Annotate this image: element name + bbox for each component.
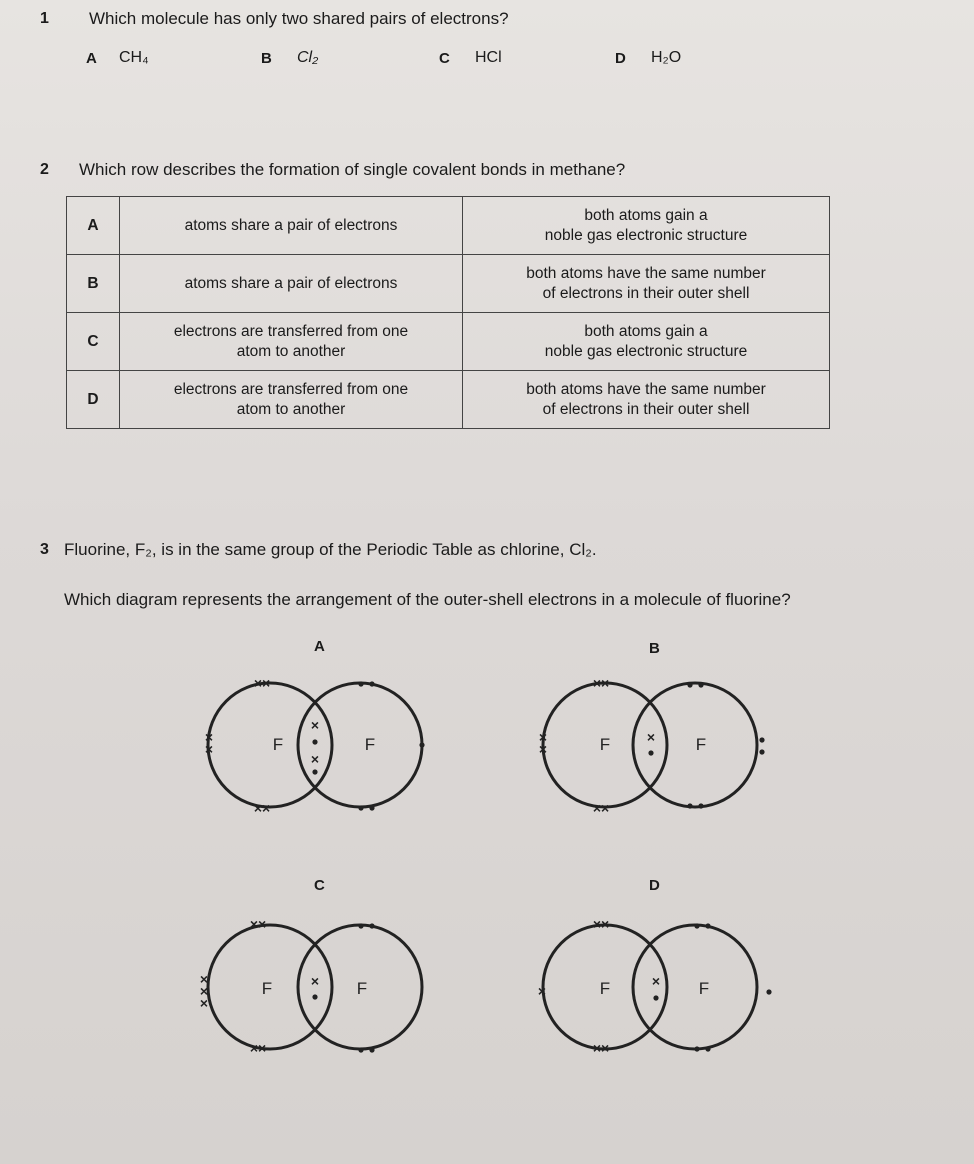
cross-left-bottom: × xyxy=(204,741,214,757)
row-col2-line1: both atoms have the same number xyxy=(526,264,766,282)
cross-pair-top: ×× xyxy=(592,675,610,691)
cross-pair-bottom: ×× xyxy=(592,1040,610,1056)
row-col2 xyxy=(463,197,830,255)
table-row xyxy=(67,255,830,313)
dot xyxy=(358,923,363,928)
dot xyxy=(419,742,424,747)
q1-option-d-letter: D xyxy=(615,50,626,67)
cross-pair-bottom: ×× xyxy=(253,800,271,816)
row-col1-line2: atom to another xyxy=(236,342,346,360)
q1-number: 1 xyxy=(40,10,49,27)
cross-shared-1: × xyxy=(310,717,320,733)
cross-pair-bottom: ×× xyxy=(249,1040,267,1056)
dot xyxy=(766,989,771,994)
q3-number: 3 xyxy=(40,541,49,558)
q1-option-c-letter: C xyxy=(439,50,450,67)
cross-shared: × xyxy=(646,729,656,745)
diagram-c-label: C xyxy=(314,877,325,894)
diagram-b[interactable] xyxy=(525,670,795,820)
row-col2-line1: both atoms gain a xyxy=(584,206,708,224)
row-col2 xyxy=(463,255,830,313)
dot xyxy=(687,682,692,687)
q1-option-d-value: H₂O xyxy=(651,49,682,66)
dot xyxy=(698,803,703,808)
atom-right-symbol: F xyxy=(364,735,376,754)
atom-left-symbol: F xyxy=(272,735,284,754)
row-col2-line2: noble gas electronic structure xyxy=(544,226,748,244)
dot-shared xyxy=(648,750,653,755)
q1-option-b-letter: B xyxy=(261,50,272,67)
q1-option-a-value: CH₄ xyxy=(119,49,149,66)
cross-pair-top: ×× xyxy=(249,916,267,932)
diagram-a[interactable] xyxy=(190,670,460,820)
left-shell xyxy=(208,683,332,807)
row-col2-line2: noble gas electronic structure xyxy=(544,342,748,360)
row-col2-line2: of electrons in their outer shell xyxy=(542,284,750,302)
row-letter: D xyxy=(67,371,120,429)
table-row xyxy=(67,371,830,429)
cross-shared: × xyxy=(310,973,320,989)
dot xyxy=(759,749,764,754)
cross-left-top: × xyxy=(538,729,548,745)
diagram-b-label: B xyxy=(649,640,660,657)
diagram-d[interactable] xyxy=(525,912,795,1062)
dot xyxy=(698,682,703,687)
cross-left-bottom: × xyxy=(199,983,209,999)
q1-option-a-letter: A xyxy=(86,50,97,67)
row-letter: B xyxy=(67,255,120,313)
q1-option-c-value: HCl xyxy=(475,49,502,66)
dot xyxy=(759,737,764,742)
atom-right-symbol: F xyxy=(695,735,707,754)
dot xyxy=(687,803,692,808)
row-col2-line2: of electrons in their outer shell xyxy=(542,400,750,418)
dot xyxy=(369,923,374,928)
table-row xyxy=(67,197,830,255)
row-letter: C xyxy=(67,313,120,371)
atom-right-symbol: F xyxy=(698,979,710,998)
dot xyxy=(358,681,363,686)
q1-option-b-value: Cl₂ xyxy=(297,49,319,66)
diagram-a-label: A xyxy=(314,638,325,655)
atom-right-symbol: F xyxy=(356,979,368,998)
row-col2-line1: both atoms have the same number xyxy=(526,380,766,398)
dot-shared xyxy=(312,739,317,744)
dot xyxy=(369,1047,374,1052)
row-col1-line2: atom to another xyxy=(236,400,346,418)
dot-shared xyxy=(312,994,317,999)
dot xyxy=(358,805,363,810)
atom-left-symbol: F xyxy=(599,979,611,998)
atom-left-symbol: F xyxy=(599,735,611,754)
dot xyxy=(369,805,374,810)
cross-left: × xyxy=(537,983,547,999)
row-letter: A xyxy=(67,197,120,255)
diagram-c[interactable] xyxy=(190,912,460,1062)
row-col1 xyxy=(120,197,463,255)
row-col1 xyxy=(120,255,463,313)
dot xyxy=(694,923,699,928)
cross-left-bottom: × xyxy=(538,741,548,757)
atom-left-symbol: F xyxy=(261,979,273,998)
row-col1-line1: electrons are transferred from one xyxy=(173,380,409,398)
cross-left-top: × xyxy=(204,729,214,745)
table-row xyxy=(67,313,830,371)
q2-number: 2 xyxy=(40,161,49,178)
dot xyxy=(369,681,374,686)
dot-shared xyxy=(653,995,658,1000)
cross-pair-top: ×× xyxy=(253,675,271,691)
dot xyxy=(358,1047,363,1052)
row-col1-line1: electrons are transferred from one xyxy=(173,322,409,340)
cross-shared: × xyxy=(651,973,661,989)
dot xyxy=(705,923,710,928)
q3-text-line2: Which diagram represents the arrangement of the outer-shell electrons in a molecule of fluorine? xyxy=(64,590,791,609)
q2-text: Which row describes the formation of single covalent bonds in methane? xyxy=(79,160,626,179)
q2-options-table xyxy=(66,196,830,429)
cross-pair-top: ×× xyxy=(592,916,610,932)
cross-pair-bottom: ×× xyxy=(592,800,610,816)
dot xyxy=(705,1046,710,1051)
q3-text-line1: Fluorine, F₂, is in the same group of the Periodic Table as chlorine, Cl₂. xyxy=(64,540,597,559)
cross-left-extra: × xyxy=(199,995,209,1011)
row-col2 xyxy=(463,371,830,429)
diagram-d-label: D xyxy=(649,877,660,894)
row-col1 xyxy=(120,371,463,429)
q1-text: Which molecule has only two shared pairs of electrons? xyxy=(89,9,509,28)
right-shell xyxy=(298,683,422,807)
cross-left-top: × xyxy=(199,971,209,987)
row-col2 xyxy=(463,313,830,371)
row-col1-line1: atoms share a pair of electrons xyxy=(184,274,398,292)
row-col1-line1: atoms share a pair of electrons xyxy=(184,216,398,234)
row-col2-line1: both atoms gain a xyxy=(584,322,708,340)
cross-shared-2: × xyxy=(310,751,320,767)
row-col1 xyxy=(120,313,463,371)
dot-shared xyxy=(312,769,317,774)
dot xyxy=(694,1046,699,1051)
